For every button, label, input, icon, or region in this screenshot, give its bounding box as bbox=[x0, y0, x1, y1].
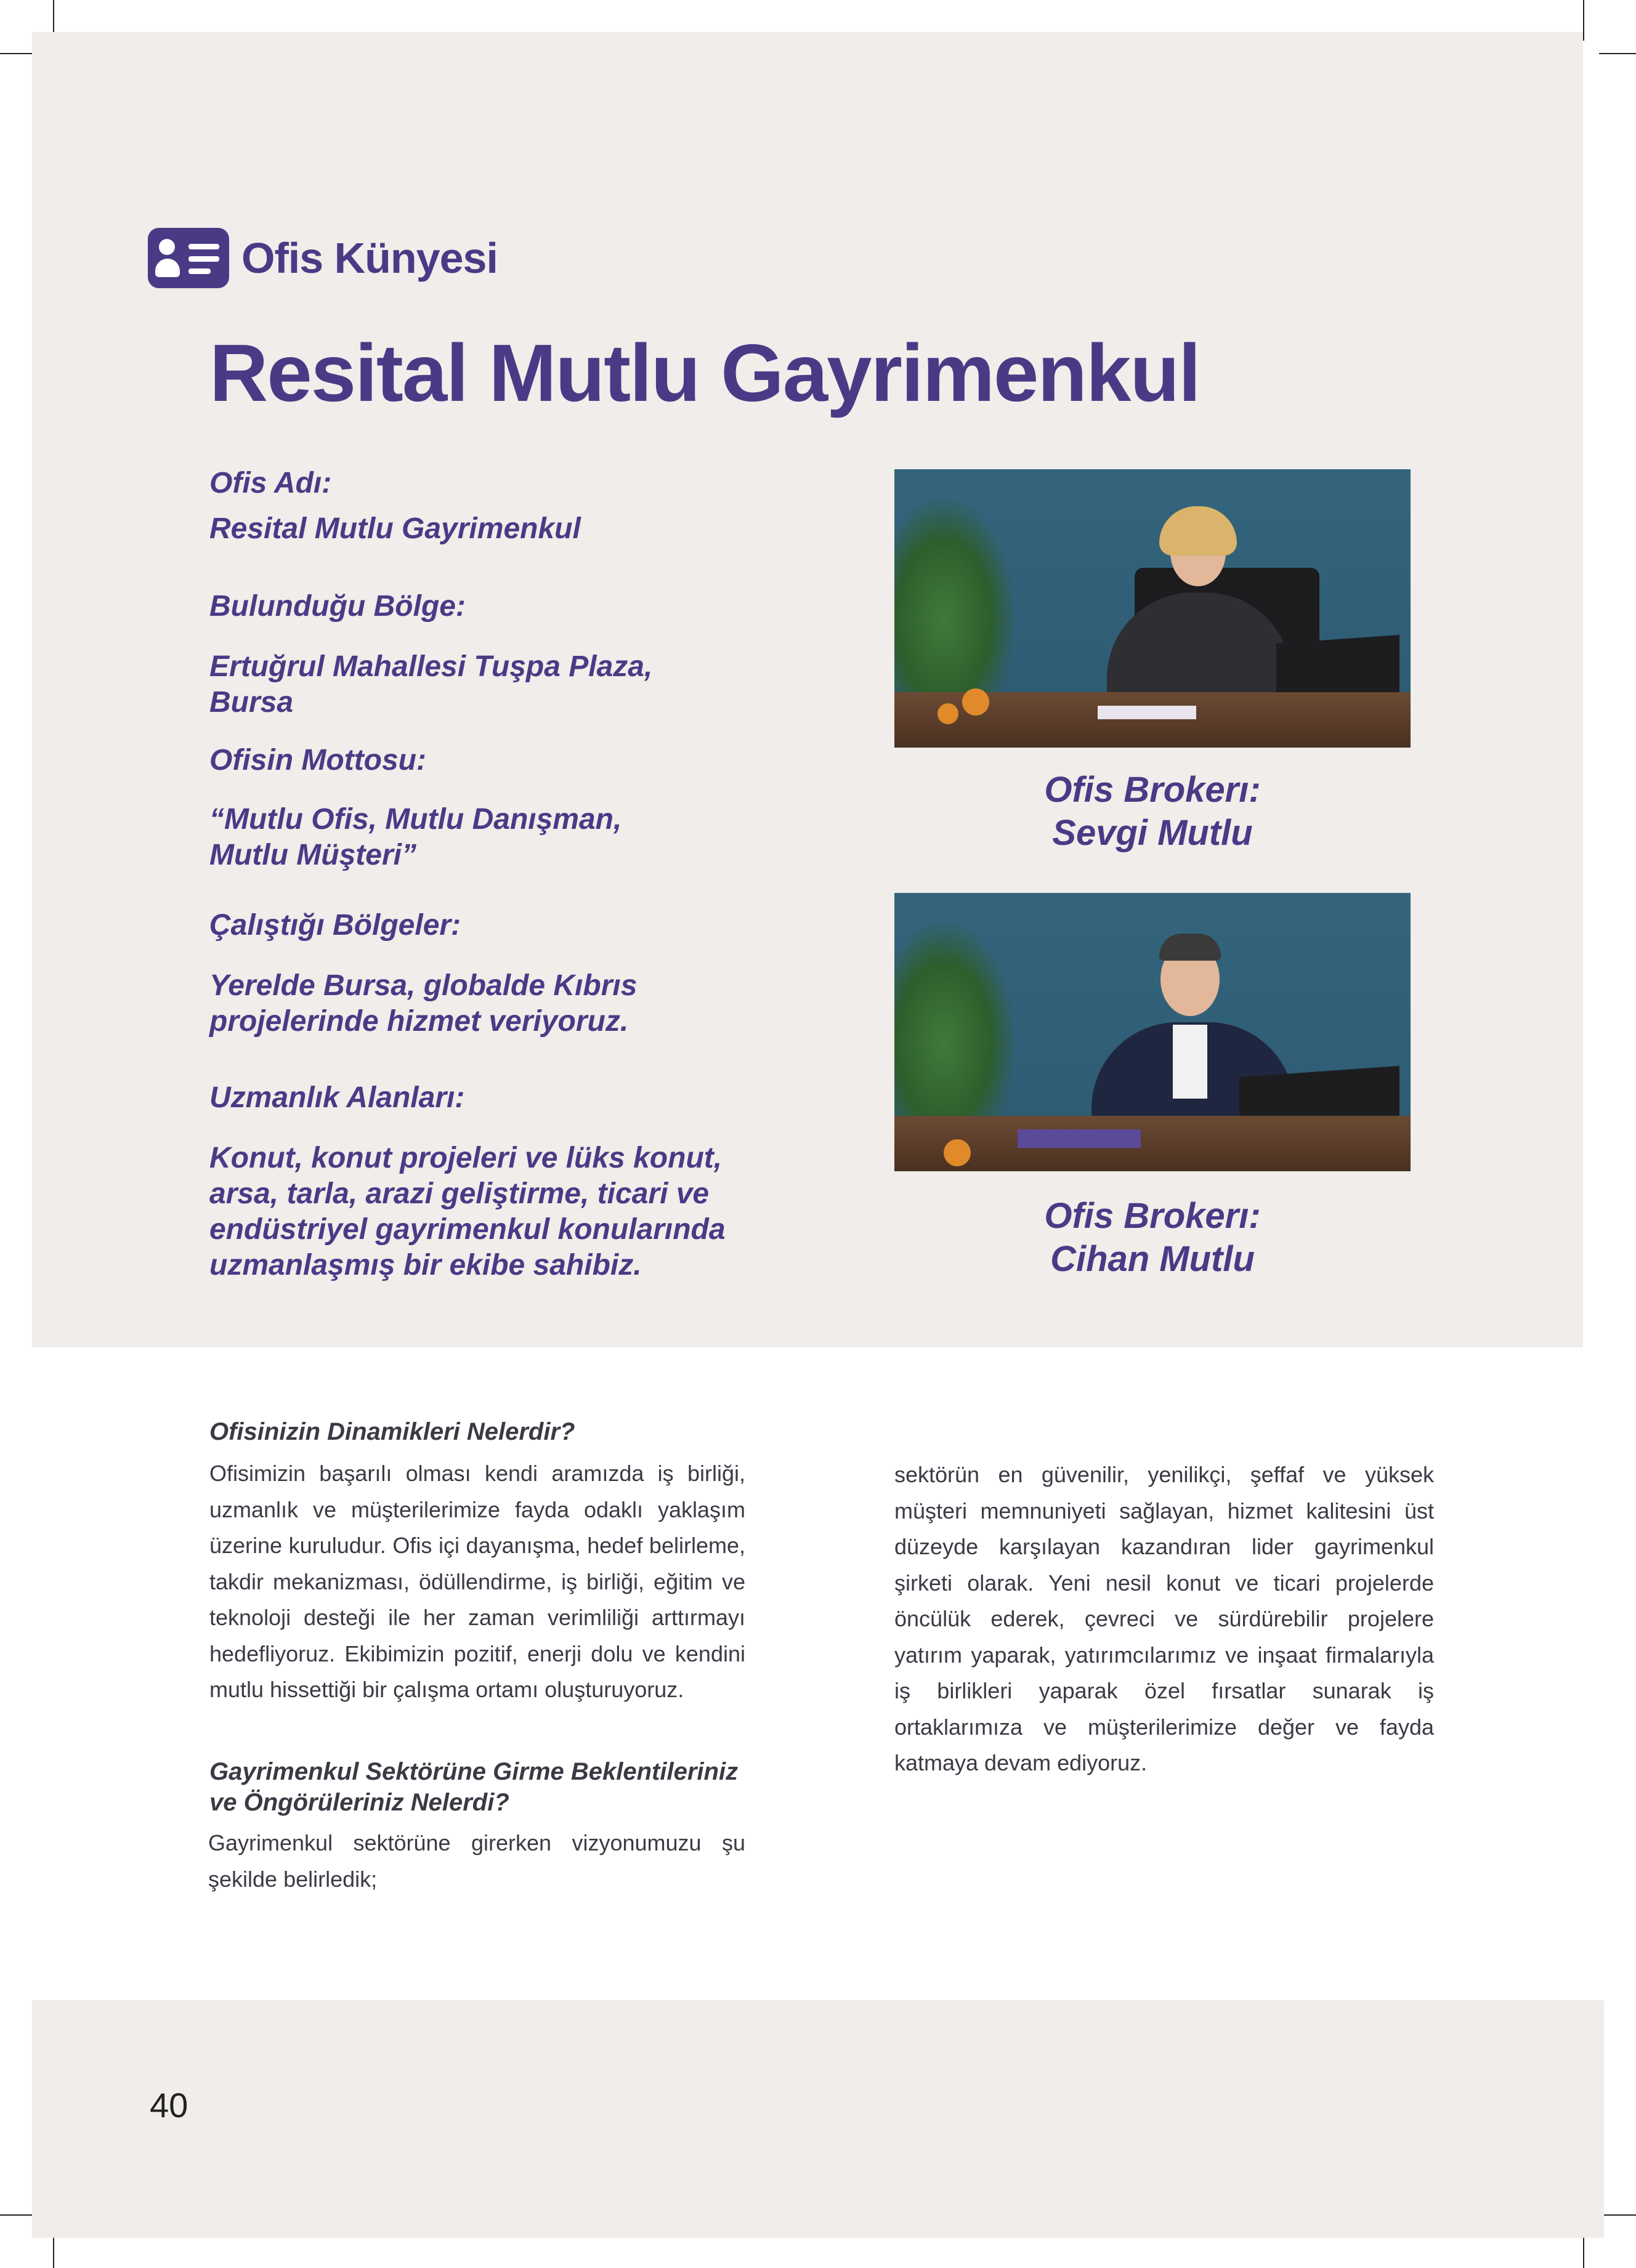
section-label bbox=[148, 228, 498, 288]
page-number: 40 bbox=[150, 2086, 188, 2125]
broker-2-role: Ofis Brokerı: bbox=[1044, 1196, 1261, 1236]
crop-mark bbox=[1583, 0, 1584, 41]
areas-label: Çalıştığı Bölgeler: bbox=[209, 909, 461, 942]
answer-2: Gayrimenkul sektörüne girerken vizyonumuzu şu şekilde belirledik; bbox=[208, 1830, 745, 1892]
crop-mark bbox=[0, 2214, 36, 2216]
expertise-value: Konut, konut projeleri ve lüks konut, arsa, tarla, arazi geliştirme, ticari ve endüstriyel gayrimenkul konularında uzmanlaşmış bir ekibe sahibiz. bbox=[209, 1142, 726, 1281]
question-2: Gayrimenkul Sektörüne Girme Beklentileriniz ve Öngörüleriniz Nelerdi? bbox=[209, 1758, 739, 1816]
office-name-label: Ofis Adı: bbox=[209, 467, 332, 499]
crop-mark bbox=[1599, 2214, 1636, 2216]
crop-mark bbox=[0, 53, 36, 54]
broker-photo-sevgi bbox=[894, 469, 1411, 748]
broker-2-name: Cihan Mutlu bbox=[1050, 1239, 1255, 1279]
motto-value: “Mutlu Ofis, Mutlu Danışman, Mutlu Müşteri” bbox=[209, 803, 622, 871]
crop-mark bbox=[1599, 53, 1636, 54]
section-title: Ofis Künyesi bbox=[241, 234, 498, 282]
answer-1: Ofisimizin başarılı olması kendi aramızda iş birliği, uzmanlık ve müşterilerimize fayda odaklı yaklaşım üzerine kuruludur. Ofis içi dayanışma, hedef belirleme, takdir mekanizması, ödüllendirme, iş birliği, eğitim ve teknoloji desteği ile her zaman verimliliği arttırmayı hedefliyoruz. Ekibimizin pozitif, enerji dolu ve kendini mutlu hissettiği bir çalışma ortamı oluşturuyoruz. bbox=[209, 1461, 745, 1702]
office-name-value: Resital Mutlu Gayrimenkul bbox=[209, 512, 581, 545]
profile-card-icon bbox=[148, 228, 229, 288]
region-label: Bulunduğu Bölge: bbox=[209, 590, 466, 623]
bottom-panel bbox=[32, 2000, 1604, 2238]
expertise-label: Uzmanlık Alanları: bbox=[209, 1081, 465, 1114]
broker-1-role: Ofis Brokerı: bbox=[1044, 770, 1261, 810]
broker-1-name: Sevgi Mutlu bbox=[1052, 813, 1253, 853]
page-title: Resital Mutlu Gayrimenkul bbox=[209, 328, 1200, 418]
motto-label: Ofisin Mottosu: bbox=[209, 744, 426, 777]
question-1: Ofisinizin Dinamikleri Nelerdir? bbox=[209, 1418, 575, 1445]
areas-value: Yerelde Bursa, globalde Kıbrıs projelerinde hizmet veriyoruz. bbox=[209, 969, 638, 1038]
region-value: Ertuğrul Mahallesi Tuşpa Plaza, Bursa bbox=[209, 650, 653, 719]
broker-photo-cihan bbox=[894, 893, 1411, 1171]
answer-3: sektörün en güvenilir, yenilikçi, şeffaf ve yüksek müşteri memnuniyeti sağlayan, hizmet kalitesini üst düzeyde karşılayan kazandıran lider gayrimenkul şirketi olarak. Yeni nesil konut ve ticari projelerde öncülük ederek, çevreci ve sürdürebilir projelere yatırım yaparak, yatırımcılarımız ve inşaat firmalarıyla iş birlikleri yaparak özel fırsatlar sunarak iş ortaklarımıza ve müşterilerimize değer ve fayda katmaya devam ediyoruz. bbox=[894, 1462, 1434, 1775]
